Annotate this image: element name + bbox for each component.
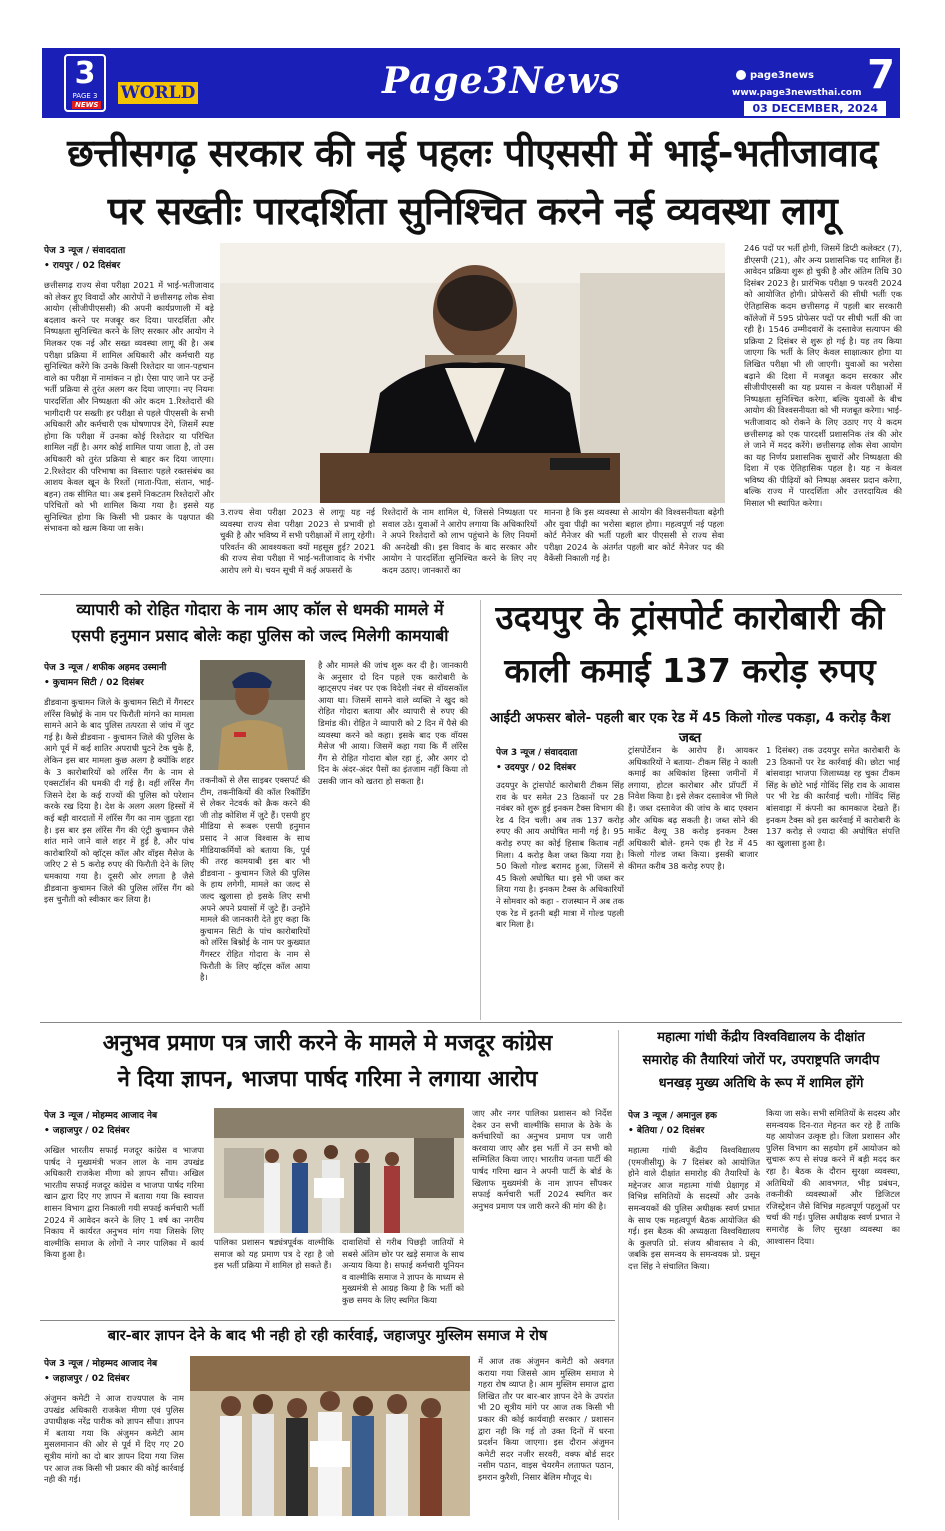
story1-column-1: छत्तीसगढ़ राज्य सेवा परीक्षा 2021 में भाई-भतीजावाद को लेकर हुए विवादों और आरोपों ने छत्तीसगढ़ लोक सेवा आयोग (सीजीपीएससी) की अपनी कार्यप्रणाली में बड़े बदलाव करने पर मजबूर कर दिया। पारदर्शिता और निष्पक्षता सुनिश्चित करने के लिए सरकार और आयोग ने मिलकर एक नई और सख्त व्यवस्था लागू की है। अब परीक्षा प्रक्रिया में शामिल अधिकारी और कर्मचारी यह सुनिश्चित करेंगे कि उनके किसी रिश्तेदार या जान-पहचान वाले का परीक्षा में नामांकन न हो। ऐसा पाए जाने पर उन्हें भर्ती प्रक्रिया से तुरंत अलग कर दिया जाएगा। नए नियमः पारदर्शिता और निष्पक्षता की ओर कदम 1.रिश्तेदारों की भागीदारी पर सख्तीः हर परीक्षा से पहले पीएससी के सभी अधिकारी और कर्मचारी एक घोषणापत्र देंगे, जिसमें स्पष्ट होगा कि परीक्षा में उनका कोई रिश्तेदार या परिचित शामिल नहीं है। अगर कोई शामिल पाया जाता है, तो उस अधिकारी को तुरंत प्रक्रिया से बाहर कर दिया जाएगा। 2.रिश्तेदार की परिभाषा का विस्तारः पहले रक्तसंबंध का आशय केवल खून के रिश्तों (माता-पिता, संतान, भाई-बहन) तक सीमित था। अब इसमें निकटतम रिश्तेदारों और परिचितों को भी शामिल किया गया है। इससे यह सुनिश्चित होगा कि किसी भी प्रकार के पक्षपात की संभावना को खत्म किया जा सके। <box>44 280 214 534</box>
divider-2 <box>40 1022 902 1023</box>
social-handle <box>736 70 866 81</box>
story2-column-1: डीडवाना कुचामन जिले के कुचामन सिटी में गैंगस्टर लॉरेंस विश्नोई के नाम पर फिरौती मांगने का मामला सामने आने के बाद पुलिस तत्परता से जांच में जुट गई है। कैसे डीडवाना - कुचामन जिले की पुलिस के आगे पूर्व में कई शातिर अपराधी घुटने टेक चुके हैं, लेकिन इस बार मामला कुछ अलग है क्योंकि शहर के 3 कारोबारियों को लॉरेंस गैंग के नाम से एक्सटॉर्शन की धमकी दी गई है। वहीं लॉरेंस गैंग जिसने देश के कई राज्यों की पुलिस को परेशान करके रख दिया है। देश के अलग अलग हिस्सों में कई बड़ी वारदातों में लॉरेंस गैंग का नाम जुड़ता रहा है। इस बार इस लॉरेंस गैंग की एंट्री कुचामन जैसे शांत माने जाने वाले शहर में हुई है, और पांच कारोबारियों को व्हॉट्स कॉल और वॉइस मैसेज के जरिए 2 से 5 करोड़ रुपए की फिरौती देने के लिए धमकाया गया है। दूसरी ओर लगता है जैसे डीडवाना कुचामन जिले की पुलिस लॉरेंस गैंग को इस चुनौती को स्वीकार कर लिया है। <box>44 697 194 905</box>
story2-byline <box>44 660 194 688</box>
story1-byline <box>44 243 204 271</box>
story5-byline <box>628 1108 758 1136</box>
logo-number: 3 <box>74 56 96 91</box>
page-number: 7 <box>867 52 895 98</box>
social-icon <box>736 70 746 80</box>
vertical-rule-1 <box>480 600 481 1020</box>
story2-headline-line2: एसपी हनुमान प्रसाद बोलेः कहा पुलिस को जल्द मिलेगी कामयाबी <box>71 626 449 645</box>
story6-byline-text: पेज 3 न्यूज / मोहम्मद आजाद नेब <box>44 1359 158 1369</box>
story6-byline <box>44 1356 184 1384</box>
story1-column-4: मानना है कि इस व्यवस्था से आयोग की विश्वसनीयता बढ़ेगी और युवा पीढ़ी का भरोसा बहाल होगा। महत्वपूर्ण नई पहलः कोर्ट मैनेजर की भर्ती पहली बार पीएससी से राज्य सेवा परीक्षा 2024 के अंतर्गत पहली बार कोर्ट मैनेजर पद की वैकेंसी निकाली गई है। <box>544 507 724 564</box>
story6-column-1: अंजुमन कमेटी ने आज राज्यपाल के नाम उपखंड अधिकारी राजकेश मीणा एवं पुलिस उपाधीक्षक नरेंद्र पारीक को ज्ञापन सौंपा। ज्ञापन में बताया गया कि अंजुमन कमेटी आम मुसलमानान की ओर से पूर्व में दिए गए 20 सूत्रीय मांगो का दो बार ज्ञापन दिया गया जिस पर आज तक किसी भी प्रकार की कोई कार्रवाई नही की गई। <box>44 1393 184 1485</box>
story4-column-4: जाए और नगर पालिका प्रशासन को निर्देश देकर उन सभी वाल्मीकि समाज के ठेके के कर्मचारियों का अनुभव प्रमाण पत्र जारी करवाया जाए और इस भर्ती में उन सभी को सम्मिलित किया जाए। भारतीय जनता पार्टी की पार्षद गरिमा खान ने अपनी पार्टी के बोर्ड के खिलाफ मुख्यमंत्री के नाम ज्ञापन सौंपकर सफाई कर्मचारी भर्ती 2024 स्थगित कर अनुभव प्रमाण पत्र जारी करने की मांग की है। <box>472 1108 612 1211</box>
story5-location: • बेतिया / 02 दिसंबर <box>628 1126 705 1136</box>
story6-location: • जहाजपुर / 02 दिसंबर <box>44 1374 130 1384</box>
story6-photo-illustration <box>190 1356 470 1516</box>
story3-subhead: आईटी अफसर बोले- पहली बार एक रेड में 45 किलो गोल्ड पकड़ा, 4 करोड़ कैश जब्त <box>489 710 891 746</box>
story3-column-1: उदयपुर के ट्रांसपोर्ट कारोबारी टीकम सिंह राव के घर समेत 23 ठिकानों पर 28 नवंबर को शुरू हुई इनकम टैक्स विभाग की रेड 4 दिन चली। अब तक 137 करोड़ रुपए की आय अघोषित मानी गई है। 95 करोड़ रुपए का कोई हिसाब किताब नहीं मिला। 4 करोड़ कैश जब्त किया गया है। 50 किलो गोल्ड बरामद हुआ, जिसमें से 45 किलो अघोषित था। इसे भी जब्त कर लिया गया है। इनकम टैक्स के अधिकारियों ने सोमवार को कहा - राजस्थान में अब तक एक रेड में इतनी बड़ी मात्रा में गोल्ड पहली बार मिला है। <box>496 780 624 930</box>
story2-photo-sp <box>200 660 305 770</box>
story6-headline: बार-बार ज्ञापन देने के बाद भी नही हो रही कार्रवाई, जहाजपुर मुस्लिम समाज मे रोष <box>107 1328 548 1344</box>
social-handle-text: page3news <box>750 70 814 81</box>
story4-column-2: पालिका प्रशासन षड्यंत्रपूर्वक वाल्मीकि समाज को यह प्रमाण पत्र दे रहा है जो इस भर्ती प्रक्रिया में शामिल हो सकते हैं। <box>214 1237 334 1271</box>
story4-location: • जहाजपुर / 02 दिसंबर <box>44 1126 130 1136</box>
story1-column-5: 246 पदों पर भर्ती होगी, जिसमें डिप्टी कलेक्टर (7), डीएसपी (21), और अन्य प्रशासनिक पद शामिल हैं। आवेदन प्रक्रिया शुरू हो चुकी है और अंतिम तिथि 30 दिसंबर 2023 है। प्रारंभिक परीक्षा 9 फरवरी 2024 को आयोजित होगी। प्रोफेसरों की सीधी भर्तीः एक ऐतिहासिक कदम छत्तीसगढ़ में पहली बार सरकारी कॉलेजों में 595 प्रोफेसर पदों पर सीधी भर्ती की जा रही है। 1546 उम्मीदवारों के दस्तावेज सत्यापन की प्रक्रिया 2 दिसंबर से शुरू हो गई है। यह तय किया जाएगा कि भर्ती के लिए केवल साक्षात्कार होगा या लिखित परीक्षा भी ली जाएगी। युवाओं का भरोसा बढ़ाने की दिशा में मजबूत कदम सरकार और सीजीपीएससी का यह प्रयास न केवल परीक्षाओं में निष्पक्षता सुनिश्चित करेगा, बल्कि युवाओं के बीच आयोग की विश्वसनीयता को भी मजबूत करेगा। भाई-भतीजावाद को रोकने के लिए उठाए गए ये कदम छत्तीसगढ़ को एक पारदर्शी प्रशासनिक तंत्र की ओर ले जाने में मदद करेंगे। छत्तीसगढ़ लोक सेवा आयोग का यह निर्णय प्रशासनिक सुधारों और निष्पक्षता की दिशा में एक ऐतिहासिक पहल है। यह न केवल भविष्य की पीढ़ियों को निष्पक्ष अवसर प्रदान करेगा, बल्कि राज्य में पारदर्शिता और उत्तरदायित्व की मिसाल भी स्थापित करेगा। <box>744 243 902 509</box>
story4-column-1: अखिल भारतीय सफाई मजदूर कांग्रेस व भाजपा पार्षद ने मुख्यमंत्री भजन लाल के नाम उपखंड अधिकारी राजकेश मीणा को ज्ञापन सौंपा। अखिल भारतीय सफाई मजदूर कांग्रेस व भाजपा पार्षद गरिमा खान द्वारा दिए गए ज्ञापन में बताया गया कि स्वायत्त शासन विभाग द्वारा निकाली गयी सफाई कर्मचारी भर्ती 2024 में आवेदन करने के लिए 1 वर्ष का नगरीय निकाय में कार्यरत अनुभव मांग गया जिसके लिए वाल्मीकि समाज के लोगों ने नगर पालिका में कार्य किया हुआ है। <box>44 1145 204 1260</box>
issue-date: 03 DECEMBER, 2024 <box>744 101 886 116</box>
story1-photo-illustration <box>220 243 725 503</box>
story5-headline-line3: धनखड़ मुख्य अतिथि के रूप में शामिल होंगे <box>658 1076 864 1091</box>
dateline <box>42 101 900 118</box>
story2-location: • कुचामन सिटी / 02 दिसंबर <box>44 678 144 688</box>
story5-column-1: महात्मा गांधी केंद्रीय विश्वविद्यालय (एमजीसीयू) के 7 दिसंबर को आयोजित होने वाले दीक्षांत समारोह की तैयारियों के मद्देनजर आज महात्मा गांधी प्रेक्षागृह में विभिन्न समितियों के सदस्यों और उनके समन्वयकों की पुलिस अधीक्षक स्वर्ण प्रभात के साथ एक महत्वपूर्ण बैठक आयोजित की गई। इस बैठक की अध्यक्षता विश्वविद्यालय के कुलपति प्रो. संजय श्रीवास्तव ने की, जबकि इस समन्वय के समन्वयक प्रो. प्रसून दत्त सिंह ने संचालित किया। <box>628 1145 760 1271</box>
story1-byline-text: पेज 3 न्यूज / संवाददाता <box>44 246 126 256</box>
story3-headline-line2: काली कमाई 137 करोड़ रुपए <box>504 651 876 690</box>
story3-byline-text: पेज 3 न्यूज / संवाददाता <box>496 748 578 758</box>
divider-3 <box>40 1320 615 1321</box>
story1-headline-line1: छत्तीसगढ़ सरकार की नई पहलः पीएससी में भाई-भतीजावाद <box>67 131 878 175</box>
story4-headline-line2: ने दिया ज्ञापन, भाजपा पार्षद गरिमा ने लगाया आरोप <box>117 1067 538 1092</box>
story1-photo-cm <box>220 243 725 503</box>
story4-headline-line1: अनुभव प्रमाण पत्र जारी करने के मामले मे मजदूर कांग्रेस <box>102 1031 553 1056</box>
story2-headline-line1: व्यापारी को रोहित गोदारा के नाम आए कॉल से धमकी मामले में <box>76 600 444 619</box>
story4-byline <box>44 1108 204 1136</box>
story4-photo-illustration <box>214 1108 464 1233</box>
website-url: www.page3newsthai.com <box>732 88 862 98</box>
story1-column-2: 3.राज्य सेवा परीक्षा 2023 से लागूः यह नई व्यवस्था राज्य सेवा परीक्षा 2023 से प्रभावी हो चुकी है और भविष्य में सभी परीक्षाओं में लागू रहेगी। परिवर्तन की आवश्यकता क्यों महसूस हुई? 2021 की राज्य सेवा परीक्षा में भाई-भतीजावाद के गंभीर आरोप लगे थे। चयन सूची में कई अफसरों के <box>220 507 375 575</box>
story4-column-3: दावाशियों से गरीब पिछड़ी जातियों मे सबसे अंतिम छोर पर खड़े समाज के साथ अन्याय किया है। सफाई कर्मचारी यूनियन व वाल्मीकि समाज ने ज्ञापन के माध्यम से मुख्यमंत्री से आग्रह किया है कि भर्ती को कुछ समय के लिए स्थगित किया <box>342 1237 464 1305</box>
story2-byline-text: पेज 3 न्यूज / शफीक अहमद उस्मानी <box>44 663 167 673</box>
story2-photo-illustration <box>200 660 305 770</box>
story1-column-3: रिश्तेदारों के नाम शामिल थे, जिससे निष्पक्षता पर सवाल उठे। युवाओं ने आरोप लगाया कि अधिकारियों ने अपने रिश्तेदारों को लाभ पहुंचाने के लिए नियमों की अनदेखी की। इस विवाद के बाद सरकार और आयोग ने पारदर्शिता सुनिश्चित करने के लिए नए कदम उठाए। जानकारों का <box>382 507 537 575</box>
story4-byline-text: पेज 3 न्यूज / मोहम्मद आजाद नेब <box>44 1111 158 1121</box>
story1-headline-line2: पर सख्तीः पारदर्शिता सुनिश्चित करने नई व्यवस्था लागू <box>107 189 838 233</box>
story5-headline-line1: महात्मा गांधी केंद्रीय विश्वविद्यालय के दीक्षांत <box>657 1030 865 1045</box>
story5-headline-line2: समारोह की तैयारियां जोरों पर, उपराष्ट्रपति जगदीप <box>642 1053 880 1068</box>
story3-column-2: ट्रांसपोर्टेशन के आरोप हैं। आयकर अधिकारियों ने बताया- टीकम सिंह ने काली कमाई का अधिकांश हिस्सा जमीनों में लगाया, होटल कारोबार और प्रॉपर्टी में निवेश किया है। इसे लेकर दस्तावेज भी मिले हैं। जब्त दस्तावेज की जांच के बाद एक्शन और अधिक बढ़ सकती है। जब्त सोने की मार्केट वैल्यू 38 करोड़ इनकम टैक्स अधिकारी बोले- हमने एक ही रेड में 45 किलो गोल्ड जब्त किया। इसकी बाजार कीमत करीब 38 करोड़ रुपए है। <box>628 745 758 871</box>
story2-column-3: है और मामले की जांच शुरू कर दी है। जानकारी के अनुसार दो दिन पहले एक कारोबारी के व्हाट्सएप नंबर पर एक विदेशी नंबर से वॉयसकॉल आया था। जिसमें सामने वाले व्यक्ति ने खुद को रोहित गोदारा बताया और व्यापारी से रुपए की डिमांड की। रोहित ने व्यापारी को 2 दिन में पैसे की व्यवस्था करने को कहा। इसके बाद एक वॉयस मैसेज भी आया। जिसमें कहा गया कि मैं लॉरेंस गैंग से रोहित गोदारा बोल रहा हूं, और अगर दो दिन के अंदर-अंदर पैसों का इंतजाम नहीं किया तो उसकी जान को खतरा हो सकता है। <box>318 660 468 786</box>
story3-location: • उदयपुर / 02 दिसंबर <box>496 763 576 773</box>
vertical-rule-2 <box>618 1030 619 1520</box>
story3-headline-line1: उदयपुर के ट्रांसपोर्ट कारोबारी की <box>495 598 885 637</box>
story1-location: • रायपुर / 02 दिसंबर <box>44 261 121 271</box>
brand-wordmark: Page3News <box>382 60 621 102</box>
story6-column-2: में आज तक अंजुमन कमेटी को अवगत कराया गया जिससे आम मुस्लिम समाज मे गहरा रोष व्याप्त है। आम मुस्लिम समाज द्वारा लिखित तौर पर बार-बार ज्ञापन देने के उपरांत भी 20 सूत्रीय मांगे पर आज तक किसी भी प्रकार की कोई कार्यवाही सरकार / प्रशासन द्वारा नही कि गई तो उक्त दिनों में धरना प्रदर्शन किया जाएगा। इस दौरान अंजुमन कमेटी सदर नजीर सरवरी, वक्फ बोर्ड सदर नसीम पठान, वाइस चेयरमैन लताफत पठान, इमरान कुरैशी, निसार बेलिम मौजूद थे। <box>478 1356 614 1482</box>
story5-byline-text: पेज 3 न्यूज / अमानुल हक <box>628 1111 717 1121</box>
section-label: WORLD <box>118 82 198 104</box>
story2-column-2: तकनीकों से लैस साइबर एक्सपर्ट की टीम, तकनीकियों की कॉल रिकॉर्डिंग से लेकर नेटवर्क को क्रैक करने की जी तोड़ कोशिश में जुटे हैं। एसपी हुए मीडिया से रूबरू एसपी हनुमान प्रसाद ने आज विश्वास के साथ मीडियाकर्मियों को बताया कि, पूर्व की तरह कामयाबी इस बार भी डीडवाना - कुचामन जिले की पुलिस के हाथ लगेगी, मामले का जल्द से जल्द खुलासा हो इसके लिए सभी अपने अपने प्रयासों में जुटे हैं। उन्होंने मामले की जानकारी देते हुए कहा कि कुचामन सिटी के पांच कारोबारियों को लॉरेंस बिश्नोई के नाम पर कुख्यात गैंगस्टर रोहित गोदारा के नाम से फिरौती के लिए व्हॉट्स कॉल आया है। <box>200 775 310 983</box>
logo-sub: PAGE 3 <box>72 92 98 100</box>
story6-photo-memorandum <box>190 1356 470 1516</box>
story3-byline <box>496 745 616 773</box>
story3-column-3: 1 दिसंबर) तक उदयपुर समेत कारोबारी के 23 ठिकानों पर रेड कार्रवाई की। छोटा भाई बांसवाड़ा भाजपा जिलाध्यक्ष रह चुका टीकम सिंह के छोटे भाई गोविंद सिंह राव के आवास पर भी रेड की कार्रवाई चली। गोविंद सिंह बांसवाड़ा में कंपनी का कामकाज देखते हैं। इनकम टैक्स को इस कार्रवाई में कारोबारी के 137 करोड़ से ज्यादा की अघोषित संपत्ति का खुलासा हुआ है। <box>766 745 900 848</box>
story5-column-2: किया जा सके। सभी समितियों के सदस्य और समन्वयक दिन-रात मेहनत कर रहे हैं ताकि यह आयोजन उत्कृष्ट हो। जिला प्रशासन और पुलिस विभाग का सहयोग हमें आयोजन को सुचारू रूप से संपन्न करने में बड़ी मदद कर रहा है। बैठक के दौरान सुरक्षा व्यवस्था, अतिथियों की आवभगत, भीड़ प्रबंधन, तकनीकी व्यवस्थाओं और डिजिटल रजिस्ट्रेशन जैसे विभिन्न महत्वपूर्ण पहलुओं पर चर्चा की गई। पुलिस अधीक्षक स्वर्ण प्रभात ने समारोह के लिए सुरक्षा व्यवस्था का आश्वासन दिया। <box>766 1108 900 1246</box>
logo-news: NEWS <box>72 101 101 109</box>
story4-photo-memorandum <box>214 1108 464 1233</box>
